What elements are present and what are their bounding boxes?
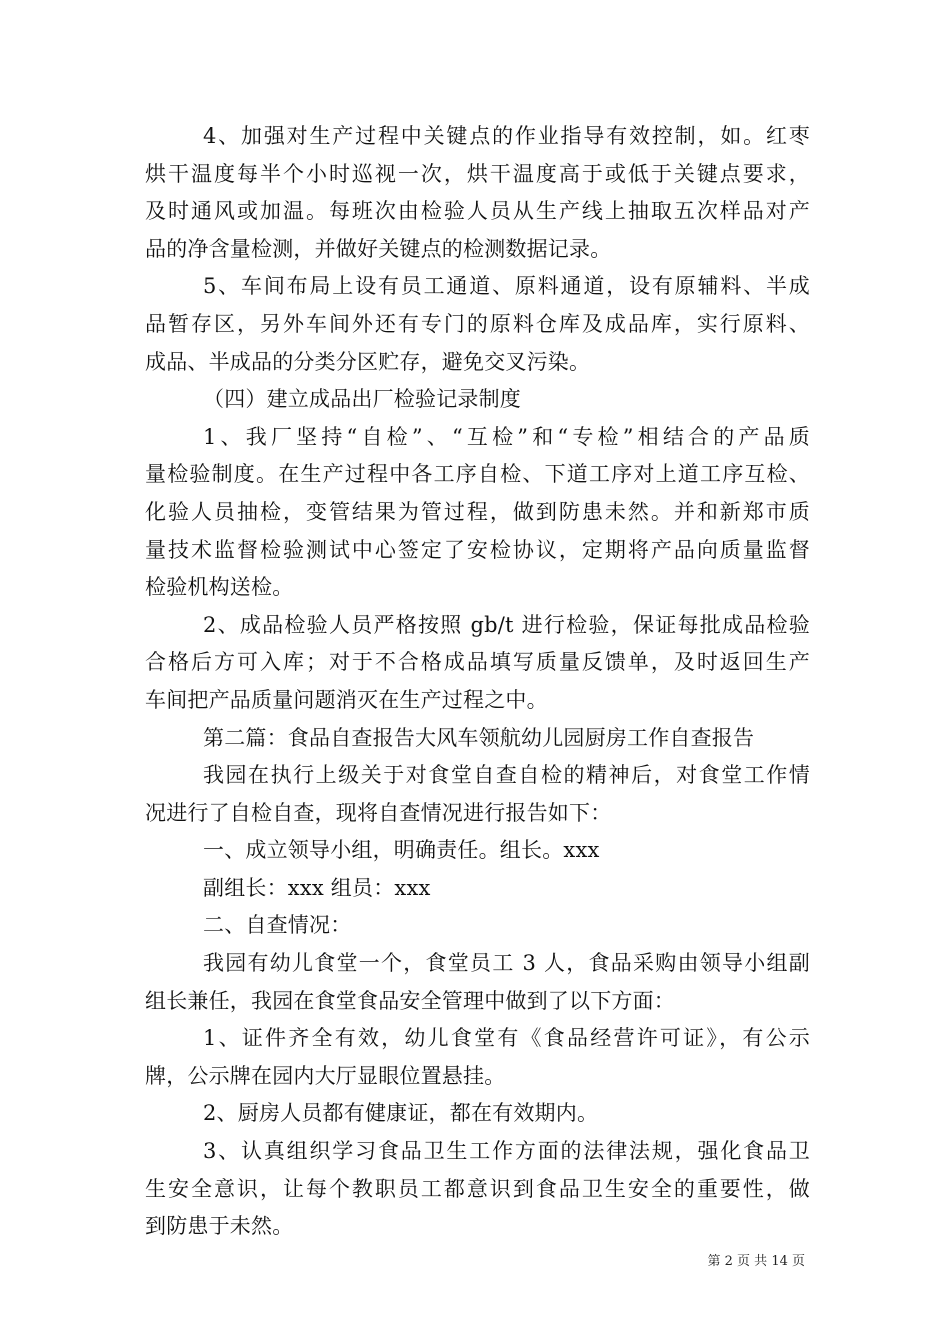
text-line: 生安全意识，让每个教职员工都意识到食品卫生安全的重要性，做 xyxy=(145,1176,810,1201)
text-line: 牌，公示牌在园内大厅显眼位置悬挂。 xyxy=(145,1063,506,1088)
body-text xyxy=(145,118,810,1246)
text-line: 车间把产品质量问题消灭在生产过程之中。 xyxy=(145,687,548,712)
text-line: 量检验制度。在生产过程中各工序自检、下道工序对上道工序互检、 xyxy=(145,462,810,487)
section-heading: 二、自查情况： xyxy=(203,913,352,938)
text-line: 及时通风或加温。每班次由检验人员从生产线上抽取五次样品对产 xyxy=(145,199,810,224)
text-line: 3、认真组织学习食品卫生工作方面的法律法规，强化食品卫 xyxy=(203,1139,810,1164)
text-line: 品的净含量检测，并做好关键点的检测数据记录。 xyxy=(145,236,612,261)
text-line: 到防患于未然。 xyxy=(145,1214,294,1239)
text-line: 成品、半成品的分类分区贮存，避免交叉污染。 xyxy=(145,349,591,374)
text-line: 1、我厂坚持“自检”、“互检”和“专检”相结合的产品质 xyxy=(203,424,810,449)
article-title: 第二篇：食品自查报告大风车领航幼儿园厨房工作自查报告 xyxy=(203,725,755,750)
text-line: 况进行了自检自查，现将自查情况进行报告如下： xyxy=(145,800,612,825)
text-line: 量技术监督检验测试中心签定了安检协议，定期将产品向质量监督 xyxy=(145,537,810,562)
text-line: 品暂存区，另外车间外还有专门的原料仓库及成品库，实行原料、 xyxy=(145,311,810,336)
text-line: 4、加强对生产过程中关键点的作业指导有效控制，如。红枣 xyxy=(203,124,810,148)
text-line: 副组长：xxx 组员：xxx xyxy=(203,875,431,900)
document-body xyxy=(145,118,810,1246)
text-line: 烘干温度每半个小时巡视一次，烘干温度高于或低于关键点要求， xyxy=(145,161,810,186)
text-line: 化验人员抽检，变管结果为管过程，做到防患未然。并和新郑市质 xyxy=(145,499,810,524)
text-line: 2、厨房人员都有健康证，都在有效期内。 xyxy=(203,1101,599,1126)
page-number-footer: 第 2 页 共 14 页 xyxy=(707,1254,805,1269)
text-line: 5、车间布局上设有员工通道、原料通道，设有原辅料、半成 xyxy=(203,274,810,299)
text-line: 合格后方可入库；对于不合格成品填写质量反馈单，及时返回生产 xyxy=(145,650,810,675)
text-line: 1、证件齐全有效，幼儿食堂有《食品经营许可证》，有公示 xyxy=(203,1026,810,1051)
text-line: 我园有幼儿食堂一个，食堂员工 3 人，食品采购由领导小组副 xyxy=(203,951,810,976)
section-heading: （四）建立成品出厂检验记录制度 xyxy=(203,387,521,412)
text-line: 我园在执行上级关于对食堂自查自检的精神后，对食堂工作情 xyxy=(203,763,810,788)
text-line: 检验机构送检。 xyxy=(145,575,294,600)
text-line: 一、成立领导小组，明确责任。组长。xxx xyxy=(203,838,600,863)
text-line: 组长兼任，我园在食堂食品安全管理中做到了以下方面： xyxy=(145,988,675,1013)
text-line: 2、成品检验人员严格按照 gb/t 进行检验，保证每批成品检验 xyxy=(203,612,810,637)
